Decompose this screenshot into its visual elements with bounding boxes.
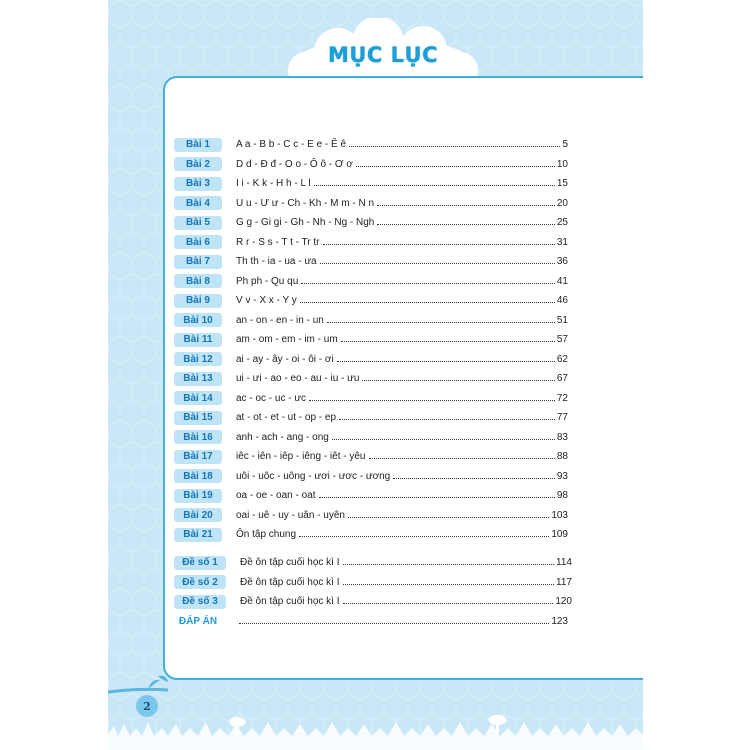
page-ref: 36 — [556, 256, 568, 267]
contents-entry — [236, 510, 568, 521]
contents-entry — [236, 616, 568, 627]
lesson-badge: Bài 21 — [174, 528, 222, 542]
lesson-badge: Bài 1 — [174, 138, 222, 152]
lesson-badge: Bài 8 — [174, 274, 222, 288]
dot-leader — [343, 603, 554, 604]
entry-title: ai - ay - ây - oi - ôi - ơi — [236, 353, 334, 365]
lesson-badge: Bài 19 — [174, 489, 222, 503]
page-ref: 103 — [551, 509, 568, 521]
page-ref: 120 — [555, 596, 572, 607]
contents-entry — [236, 295, 568, 306]
dot-leader — [337, 361, 555, 362]
contents-row — [174, 176, 568, 191]
contents-row — [174, 137, 568, 152]
dot-leader — [356, 166, 555, 167]
contents-entry — [236, 178, 568, 189]
contents-row — [174, 430, 568, 445]
page-ref: 123 — [551, 616, 568, 627]
page-ref: 57 — [556, 334, 568, 345]
dot-leader — [369, 458, 555, 459]
entry-title: A a - B b - C c - E e - Ê ê — [236, 139, 347, 150]
entry-title: Đề ôn tập cuối học kì I — [240, 576, 340, 588]
dot-leader — [309, 400, 555, 401]
contents-row — [174, 157, 568, 172]
dot-leader — [239, 623, 549, 624]
entry-title: Th th - ia - ua - ưa — [236, 256, 317, 267]
entry-title: iêc - iên - iêp - iêng - iêt - yêu — [236, 451, 366, 462]
dot-leader — [393, 478, 555, 479]
page-ref: 88 — [556, 451, 568, 462]
lesson-badge: Đề số 1 — [174, 556, 226, 570]
lesson-badge: Bài 10 — [174, 313, 222, 327]
page-ref: 72 — [556, 392, 568, 404]
lesson-badge: Bài 13 — [174, 372, 222, 386]
page-ref: 15 — [556, 178, 568, 189]
contents-entry — [236, 451, 568, 462]
contents-row — [174, 575, 572, 590]
page-ref: 20 — [556, 197, 568, 209]
entry-title: anh - ach - ang - ong — [236, 431, 329, 443]
contents-row — [174, 469, 568, 484]
lesson-badge: Bài 4 — [174, 196, 222, 210]
contents-row — [174, 274, 568, 289]
contents-entry — [236, 529, 568, 540]
dot-leader — [299, 536, 549, 537]
entry-title: an - on - en - in - un — [236, 314, 324, 326]
contents-row — [174, 196, 568, 211]
contents-entry — [236, 354, 568, 365]
contents-entry — [236, 373, 568, 384]
page-ref: 109 — [551, 529, 568, 540]
contents-row — [174, 555, 572, 570]
lesson-badge: Bài 18 — [174, 469, 222, 483]
dot-leader — [332, 439, 555, 440]
dot-leader — [343, 584, 555, 585]
contents-entry — [236, 315, 568, 326]
contents-row — [174, 293, 568, 308]
lesson-badge: Đề số 2 — [174, 575, 226, 589]
dot-leader — [362, 380, 554, 381]
page-ref: 31 — [556, 236, 568, 248]
lesson-badge: ĐÁP ÁN — [178, 616, 218, 627]
lesson-badge: Bài 11 — [174, 333, 222, 347]
entry-title: Ôn tập chung — [236, 529, 297, 540]
contents-entry — [236, 256, 568, 267]
entry-title: ui - ưi - ao - eo - au - iu - ưu — [236, 373, 360, 384]
page-title: MỤC LỤC — [327, 43, 439, 67]
contents-entry — [236, 237, 568, 248]
branch-bird-icon — [108, 670, 178, 698]
contents-entry — [236, 393, 568, 404]
lesson-badge: Bài 17 — [174, 450, 222, 464]
lesson-badge: Bài 6 — [174, 235, 222, 249]
contents-row — [174, 352, 568, 367]
entry-title: Đề ôn tập cuối học kì I — [240, 596, 340, 607]
entry-title: U u - Ư ư - Ch - Kh - M m - N n — [236, 197, 375, 209]
entry-title: uôi - uôc - uông - ươi - ươc - ương — [236, 470, 391, 482]
page-number: 2 — [136, 695, 158, 717]
entry-title: V v - X x - Y y — [236, 295, 297, 306]
entry-title: I i - K k - H h - L l — [236, 178, 311, 189]
entry-title: R r - S s - T t - Tr tr — [236, 236, 320, 248]
contents-row — [174, 371, 568, 386]
lesson-badge: Bài 16 — [174, 430, 222, 444]
entry-title: Đề ôn tập cuối học kì I — [240, 557, 340, 568]
page-ref: 114 — [556, 557, 572, 568]
page-ref: 25 — [556, 217, 568, 228]
contents-row — [174, 594, 572, 609]
page-ref: 83 — [556, 431, 568, 443]
dot-leader — [320, 263, 555, 264]
contents-entry — [236, 276, 568, 287]
entry-title: Ph ph - Qu qu — [236, 275, 299, 287]
dot-leader — [300, 302, 555, 303]
page-ref: 41 — [556, 275, 568, 287]
lesson-badge: Bài 9 — [174, 294, 222, 308]
lesson-badge: Bài 2 — [174, 157, 222, 171]
contents-row — [174, 614, 568, 629]
page-ref: 62 — [556, 353, 568, 365]
entry-title: G g - Gi gi - Gh - Nh - Ng - Ngh — [236, 217, 375, 228]
lesson-badge: Đề số 3 — [174, 595, 226, 609]
lesson-badge: Bài 3 — [174, 177, 222, 191]
contents-entry — [240, 557, 572, 568]
lesson-badge: Bài 12 — [174, 352, 222, 366]
page-ref: 51 — [556, 314, 568, 326]
dot-leader — [327, 322, 555, 323]
contents-entry — [236, 471, 568, 482]
entry-title: at - ot - et - ut - op - ep — [236, 412, 337, 423]
contents-row — [174, 235, 568, 250]
contents-row — [174, 215, 568, 230]
entry-title: am - om - em - im - um — [236, 334, 338, 345]
dot-leader — [348, 517, 549, 518]
contents-entry — [236, 334, 568, 345]
contents-row — [174, 313, 568, 328]
dot-leader — [323, 244, 555, 245]
page-ref: 117 — [556, 576, 572, 588]
lesson-badge: Bài 20 — [174, 508, 222, 522]
entry-title: oai - uê - uy - uân - uyên — [236, 509, 345, 521]
lesson-badge: Bài 15 — [174, 411, 222, 425]
contents-row — [174, 449, 568, 464]
contents-row — [174, 508, 568, 523]
page-ref: 46 — [556, 295, 568, 306]
contents-entry — [236, 198, 568, 209]
contents-row — [174, 254, 568, 269]
page-ref: 93 — [556, 470, 568, 482]
contents-entry — [240, 596, 572, 607]
page-ref: 98 — [556, 490, 568, 501]
grass-decoration — [108, 710, 643, 750]
contents-row — [174, 391, 568, 406]
page-ref: 67 — [556, 373, 568, 384]
entry-title: D d - Đ đ - O o - Ô ô - Ơ ơ — [236, 158, 353, 170]
lesson-badge: Bài 14 — [174, 391, 222, 405]
contents-entry — [240, 577, 572, 588]
page-ref: 77 — [556, 412, 568, 423]
contents-entry — [236, 139, 568, 150]
dot-leader — [314, 185, 555, 186]
contents-entry — [236, 432, 568, 443]
dot-leader — [339, 419, 555, 420]
entry-title: ac - oc - uc - ưc — [236, 392, 307, 404]
lesson-badge: Bài 5 — [174, 216, 222, 230]
contents-row — [174, 488, 568, 503]
contents-entry — [236, 490, 568, 501]
dot-leader — [377, 224, 555, 225]
dot-leader — [301, 283, 555, 284]
dot-leader — [319, 497, 555, 498]
entry-title: oa - oe - oan - oat — [236, 490, 316, 501]
contents-row — [174, 410, 568, 425]
dot-leader — [377, 205, 555, 206]
dot-leader — [341, 341, 555, 342]
dot-leader — [349, 146, 560, 147]
page-ref: 10 — [556, 158, 568, 170]
contents-entry — [236, 412, 568, 423]
contents-row — [174, 527, 568, 542]
lesson-badge: Bài 7 — [174, 255, 222, 269]
contents-entry — [236, 159, 568, 170]
dot-leader — [343, 564, 555, 565]
contents-entry — [236, 217, 568, 228]
contents-row — [174, 332, 568, 347]
page-ref: 5 — [562, 139, 568, 150]
